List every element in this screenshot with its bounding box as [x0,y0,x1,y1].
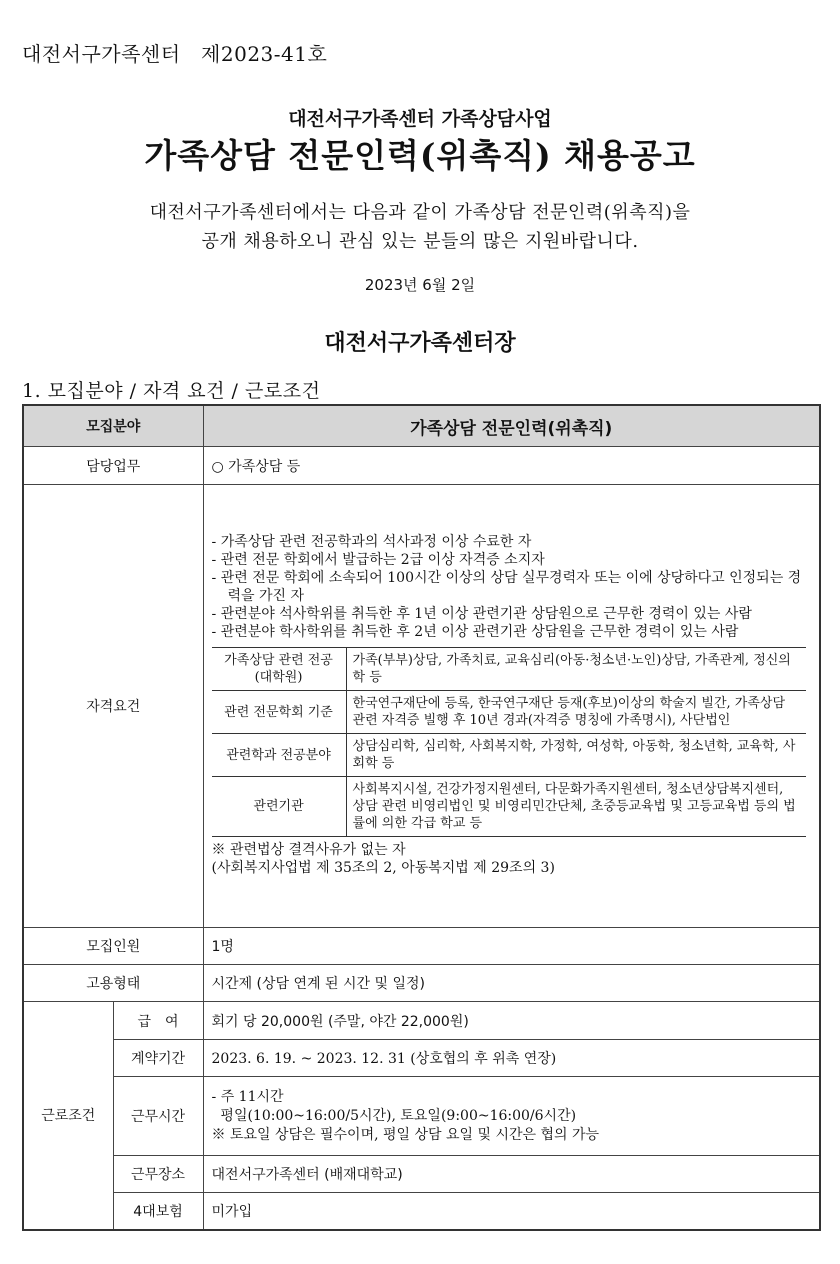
recruitment-table [22,404,821,1231]
qualification-note: ※ 관련법상 결격사유가 없는 자 [211,842,406,858]
section-title: 1. 모집분야 / 자격 요건 / 근로조건 [22,380,321,402]
work-key: 계약기간 [113,1040,203,1077]
duty-label: 담당업무 [23,447,203,485]
detail-value: 상담심리학, 심리학, 사회복지학, 가정학, 여성학, 아동학, 청소년학, 교육학, 사회학 등 [346,734,806,777]
table-row [23,485,820,928]
qualification-item: - 관련 전문 학회에 소속되어 100시간 이상의 상담 실무경력자 또는 이에 상당하다고 인정되는 경력을 가진 자 [211,570,802,604]
detail-value: 사회복지시설, 건강가정지원센터, 다문화가족지원센터, 청소년상담복지센터, 상담 관련 비영리법인 및 비영리민간단체, 초중등교육법 및 고등교육법 등의 법률에 의한 각급 학교 등 [346,777,806,837]
qualification-detail-table [212,647,806,837]
qualification-item: - 관련 전문 학회에서 발급하는 2급 이상 자격증 소지자 [211,552,545,568]
detail-row [212,648,806,691]
header-value: 가족상담 전문인력(위촉직) [203,405,820,447]
table-row [23,1002,820,1040]
qualification-item: - 관련분야 학사학위를 취득한 후 2년 이상 관련기관 상담원을 근무한 경력이 있는 사람 [211,624,739,640]
issuer-name: 대전서구가족센터장 [324,330,516,356]
notice-title: 가족상담 전문인력(위촉직) 채용공고 [144,136,696,175]
qualification-item: - 관련분야 석사학위를 취득한 후 1년 이상 관련기관 상담원으로 근무한 경력이 있는 사람 [211,606,752,622]
detail-row [212,777,806,837]
work-value: 회기 당 20,000원 (주말, 야간 22,000원) [203,1002,820,1040]
qualification-content [203,485,820,928]
detail-row [212,691,806,734]
work-key: 급 여 [113,1002,203,1040]
table-row [23,1156,820,1193]
table-row [23,1077,820,1156]
duty-value: ○ 가족상담 등 [203,447,820,485]
intro-line: 대전서구가족센터에서는 다음과 같이 가족상담 전문인력(위촉직)을 [149,202,691,223]
work-value [203,1077,820,1156]
headcount-label: 모집인원 [23,928,203,965]
work-hours-line: - 주 11시간 [211,1088,284,1105]
intro-paragraph [0,198,840,256]
table-row [23,928,820,965]
work-key: 근무시간 [113,1077,203,1156]
work-value: 대전서구가족센터 (배재대학교) [203,1156,820,1193]
table-header-row [23,405,820,447]
employment-type-label: 고용형태 [23,965,203,1002]
work-value: 미가입 [203,1193,820,1230]
work-conditions-label: 근로조건 [23,1002,113,1230]
table-row [23,447,820,485]
document-number: 대전서구가족센터 제2023-41호 [22,42,328,66]
table-row [23,1193,820,1230]
detail-key: 관련학과 전공분야 [212,734,347,777]
detail-key: 관련기관 [212,777,347,837]
work-hours-line: ※ 토요일 상담은 필수이며, 평일 상담 요일 및 시간은 협의 가능 [211,1126,600,1143]
table-row [23,965,820,1002]
work-key: 4대보험 [113,1193,203,1230]
header-label: 모집분야 [23,405,203,447]
detail-key: 가족상담 관련 전공(대학원) [212,648,347,691]
intro-line: 공개 채용하오니 관심 있는 분들의 많은 지원바랍니다. [201,231,639,252]
qualification-label: 자격요건 [23,485,203,928]
detail-value: 한국연구재단에 등록, 한국연구재단 등재(후보)이상의 학술지 빌간, 가족상담 관련 자격증 빌행 후 10년 경과(자격증 명칭에 가족명시), 사단법인 [346,691,806,734]
work-value: 2023. 6. 19. ~ 2023. 12. 31 (상호협의 후 위촉 연장) [203,1040,820,1077]
detail-row [212,734,806,777]
headcount-value: 1명 [203,928,820,965]
notice-subtitle: 대전서구가족센터 가족상담사업 [288,108,552,130]
work-key: 근무장소 [113,1156,203,1193]
employment-type-value: 시간제 (상담 연계 된 시간 및 일정) [203,965,820,1002]
detail-value: 가족(부부)상담, 가족치료, 교육심리(아동·청소년·노인)상담, 가족관계, 정신의학 등 [346,648,806,691]
qualification-item: - 가족상담 관련 전공학과의 석사과정 이상 수료한 자 [211,534,532,550]
table-row [23,1040,820,1077]
qualification-note: (사회복지사업법 제 35조의 2, 아동복지법 제 29조의 3) [211,860,555,876]
notice-date: 2023년 6월 2일 [364,276,476,294]
work-hours-line: 평일(10:00~16:00/5시간), 토요일(9:00~16:00/6시간) [211,1107,577,1124]
detail-key: 관련 전문학회 기준 [212,691,347,734]
